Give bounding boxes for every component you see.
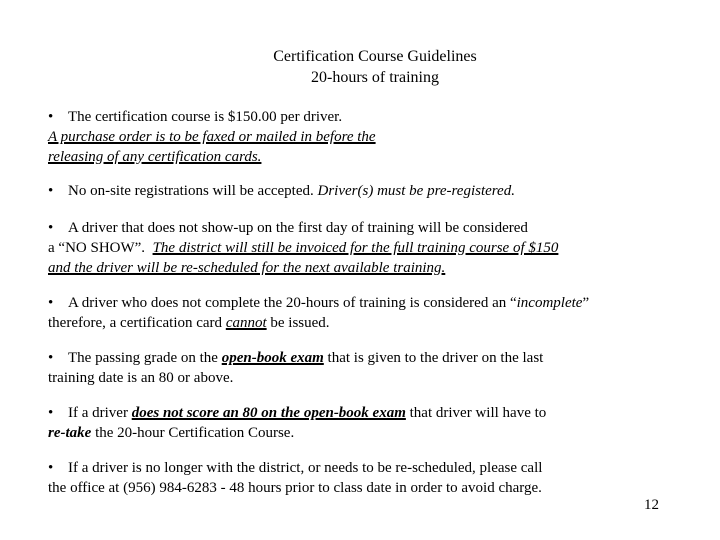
- guideline-incomplete-line2: therefore, a certification card cannot be issued.: [48, 315, 330, 331]
- guideline-fee-note: A purchase order is to be faxed or mailed in before the: [48, 129, 376, 145]
- guideline-registration: • No on-site registrations will be accepted. Driver(s) must be pre-registered.: [48, 183, 515, 199]
- guideline-passing-grade-line2: training date is an 80 or above.: [48, 370, 234, 386]
- guideline-fee-note-cont: releasing of any certification cards.: [48, 149, 262, 165]
- guideline-no-show-line2: a “NO SHOW”. The district will still be invoiced for the full training course of $150: [48, 240, 559, 256]
- guideline-passing-grade: • The passing grade on the open-book exam that is given to the driver on the last: [48, 350, 544, 366]
- bullet-icon: •: [48, 460, 54, 476]
- document-title: Certification Course Guidelines: [273, 48, 477, 65]
- bullet-icon: •: [48, 220, 54, 236]
- guideline-fee: • The certification course is $150.00 per driver.: [48, 109, 343, 125]
- bullet-icon: •: [48, 295, 54, 311]
- guideline-no-show-line3: and the driver will be re-scheduled for the next available training.: [48, 260, 446, 276]
- bullet-icon: •: [48, 183, 54, 199]
- guideline-retake: • If a driver does not score an 80 on the open-book exam that driver will have to: [48, 405, 547, 421]
- bullet-icon: •: [48, 405, 54, 421]
- bullet-icon: •: [48, 109, 54, 125]
- guideline-reschedule: • If a driver is no longer with the district, or needs to be re-scheduled, please call: [48, 460, 543, 476]
- document-subtitle: 20-hours of training: [311, 69, 439, 86]
- page-number: 12: [644, 497, 659, 513]
- guideline-reschedule-line2: the office at (956) 984-6283 - 48 hours prior to class date in order to avoid charge.: [48, 480, 542, 496]
- bullet-icon: •: [48, 350, 54, 366]
- guideline-no-show: • A driver that does not show-up on the first day of training will be considered: [48, 220, 528, 236]
- guideline-retake-line2: re-take the 20-hour Certification Course.: [48, 425, 295, 441]
- guideline-incomplete: • A driver who does not complete the 20-hours of training is considered an “incomplete”: [48, 295, 590, 311]
